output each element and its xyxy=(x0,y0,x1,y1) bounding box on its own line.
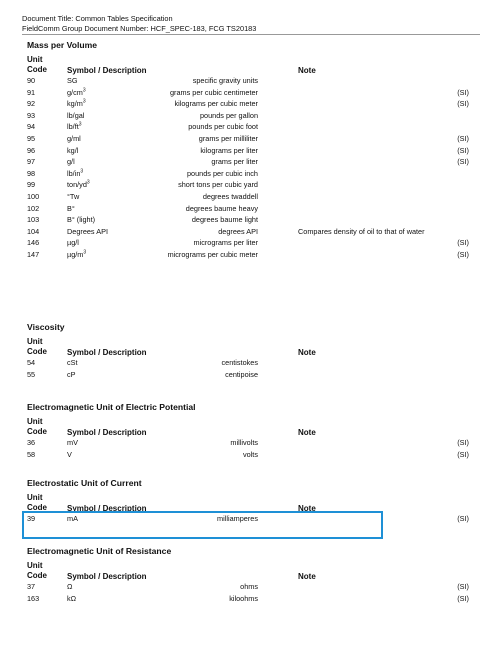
unit-description: centistokes xyxy=(221,358,258,367)
unit-symbol: kΩ xyxy=(67,593,77,603)
exponent: 3 xyxy=(82,87,86,94)
unit-symbol: °Tw xyxy=(67,191,80,201)
unit-description: degrees API xyxy=(218,226,258,236)
rows-container xyxy=(27,581,477,604)
unit-code: 91 xyxy=(27,87,36,97)
unit-description: milliamperes xyxy=(217,514,258,523)
unit-description: micrograms per liter xyxy=(193,238,258,248)
unit-description: centipoise xyxy=(225,369,258,379)
unit-description: pounds per cubic inch xyxy=(187,168,258,178)
si-flag: (SI) xyxy=(457,449,469,459)
si-flag: (SI) xyxy=(457,249,469,259)
document-number: FieldComm Group Document Number: HCF_SPEC-183, FCG TS20183 xyxy=(22,23,257,33)
section-mass-per-volume xyxy=(27,40,477,261)
unit-code: 97 xyxy=(27,157,36,167)
exponent: 3 xyxy=(78,121,82,128)
unit-code: 163 xyxy=(27,593,40,603)
table-row xyxy=(27,449,477,461)
unit-symbol: $\mu g/m^3$ xyxy=(67,249,87,259)
unit-symbol: V xyxy=(67,449,72,459)
unit-description: kiloohms xyxy=(229,593,258,603)
section-title: Viscosity xyxy=(27,322,65,332)
table-row xyxy=(27,145,477,157)
unit-description: kilograms per liter xyxy=(200,145,258,155)
unit-symbol: SG xyxy=(67,76,78,85)
unit-symbol: Ω xyxy=(67,582,73,591)
table-row xyxy=(27,133,477,145)
unit-symbol: lb/gal xyxy=(67,110,85,120)
unit-code: 98 xyxy=(27,168,36,178)
unit-code: 99 xyxy=(27,180,36,190)
si-flag: (SI) xyxy=(457,582,469,591)
unit-note: Compares density of oil to that of water xyxy=(298,226,425,236)
exponent: 3 xyxy=(82,98,86,105)
column-header xyxy=(27,55,477,75)
unit-description: pounds per cubic foot xyxy=(188,122,258,132)
unit-description: grams per liter xyxy=(211,157,258,167)
unit-description: ohms xyxy=(240,582,258,591)
section-title: Electromagnetic Unit of Resistance xyxy=(27,546,172,556)
table-row xyxy=(27,226,477,238)
table-row xyxy=(27,593,477,605)
unit-code: 96 xyxy=(27,145,36,155)
unit-description: kilograms per cubic meter xyxy=(174,99,258,109)
unit-code: 58 xyxy=(27,449,36,459)
unit-code: 37 xyxy=(27,582,36,591)
unit-symbol: $g/cm^3$ xyxy=(67,87,86,97)
unit-code-header: Unit Code xyxy=(27,561,47,580)
table-row xyxy=(27,75,477,87)
symbol-header: Symbol / Description xyxy=(67,427,147,437)
unit-description: degrees twaddell xyxy=(202,191,258,201)
si-flag: (SI) xyxy=(457,157,469,167)
table-row xyxy=(27,203,477,215)
unit-symbol: $kg/m^3$ xyxy=(67,98,86,109)
unit-code-header: Unit Code xyxy=(27,337,47,356)
highlight-box xyxy=(22,511,383,539)
unit-symbol: µg/l xyxy=(67,238,79,248)
unit-description: grams per cubic centimeter xyxy=(169,87,258,97)
unit-description: degrees baume heavy xyxy=(185,203,258,213)
table-row xyxy=(27,156,477,168)
table-row xyxy=(27,214,477,226)
unit-description: millivolts xyxy=(230,438,258,447)
exponent: 3 xyxy=(83,249,87,256)
table-row xyxy=(27,191,477,203)
exponent: 3 xyxy=(86,179,90,186)
unit-symbol: cSt xyxy=(67,358,78,367)
table-row xyxy=(27,369,477,381)
si-flag: (SI) xyxy=(457,145,469,155)
unit-symbol: g/l xyxy=(67,157,75,167)
unit-description: grams per milliliter xyxy=(198,133,258,143)
rows-container xyxy=(27,75,477,261)
unit-symbol: B° xyxy=(67,203,75,213)
unit-code: 93 xyxy=(27,110,36,120)
note-header: Note xyxy=(298,65,316,75)
si-flag: (SI) xyxy=(457,99,469,109)
unit-code: 90 xyxy=(27,76,36,85)
unit-description: pounds per gallon xyxy=(199,110,258,120)
document-title: Document Title: Common Tables Specification xyxy=(22,14,173,23)
si-flag: (SI) xyxy=(457,87,469,97)
section-em-potential xyxy=(27,402,477,460)
unit-code: 92 xyxy=(27,99,36,109)
note-header: Note xyxy=(298,571,316,581)
section-em-resistance xyxy=(27,546,477,604)
unit-symbol: ton/$yd^3$ xyxy=(67,179,90,190)
unit-symbol: mV xyxy=(67,438,78,447)
table-row xyxy=(27,581,477,593)
column-header xyxy=(27,561,477,581)
unit-symbol: $lb/ft^3$ xyxy=(67,121,82,132)
section-title: Electromagnetic Unit of Electric Potential xyxy=(27,402,196,412)
unit-description: volts xyxy=(242,449,258,459)
table-row xyxy=(27,121,477,133)
symbol-header: Symbol / Description xyxy=(67,571,147,581)
unit-symbol: kg/l xyxy=(67,145,79,155)
unit-code: 39 xyxy=(27,514,36,523)
unit-symbol: $lb/in^3$ xyxy=(67,168,84,178)
si-flag: (SI) xyxy=(457,238,469,248)
unit-symbol: cP xyxy=(67,369,76,379)
unit-symbol: B° (light) xyxy=(67,215,96,225)
si-flag: (SI) xyxy=(457,133,469,143)
symbol-header: Symbol / Description xyxy=(67,347,147,357)
unit-description: specific gravity units xyxy=(192,76,258,85)
unit-code: 100 xyxy=(27,191,40,201)
document-header xyxy=(22,14,480,35)
section-viscosity xyxy=(27,322,477,380)
unit-description: micrograms per cubic meter xyxy=(167,249,258,259)
note-header: Note xyxy=(298,503,316,513)
unit-code-header: Unit Code xyxy=(27,55,47,74)
table-row xyxy=(27,168,477,180)
unit-code: 55 xyxy=(27,369,36,379)
note-header: Note xyxy=(298,427,316,437)
symbol-header: Symbol / Description xyxy=(67,503,147,513)
unit-code: 36 xyxy=(27,438,36,447)
unit-code: 147 xyxy=(27,249,40,259)
unit-code: 146 xyxy=(27,238,40,248)
table-row xyxy=(27,98,477,110)
unit-code: 94 xyxy=(27,122,36,132)
unit-symbol: mA xyxy=(67,514,78,523)
unit-code-header: Unit Code xyxy=(27,493,47,512)
table-row xyxy=(27,437,477,449)
unit-code: 54 xyxy=(27,358,36,367)
table-row xyxy=(27,179,477,191)
unit-code: 103 xyxy=(27,215,40,225)
unit-symbol: g/ml xyxy=(67,133,81,143)
table-row xyxy=(27,249,477,261)
column-header xyxy=(27,337,477,357)
column-header xyxy=(27,493,477,513)
table-row xyxy=(27,110,477,122)
section-title: Mass per Volume xyxy=(27,40,98,50)
si-flag: (SI) xyxy=(457,593,469,603)
si-flag: (SI) xyxy=(457,514,469,523)
table-row xyxy=(27,357,477,369)
table-row xyxy=(27,237,477,249)
unit-code: 104 xyxy=(27,226,40,236)
table-row xyxy=(27,87,477,99)
section-title: Electrostatic Unit of Current xyxy=(27,478,142,488)
si-flag: (SI) xyxy=(457,438,469,447)
unit-code: 95 xyxy=(27,133,36,143)
unit-description: degrees baume light xyxy=(191,215,258,225)
unit-code-header: Unit Code xyxy=(27,417,47,436)
rows-container xyxy=(27,437,477,460)
exponent: 3 xyxy=(80,168,84,175)
unit-code: 102 xyxy=(27,203,40,213)
rows-container xyxy=(27,357,477,380)
symbol-header: Symbol / Description xyxy=(67,65,147,75)
note-header: Note xyxy=(298,347,316,357)
unit-description: short tons per cubic yard xyxy=(178,180,258,190)
column-header xyxy=(27,417,477,437)
unit-symbol: Degrees API xyxy=(67,226,108,236)
